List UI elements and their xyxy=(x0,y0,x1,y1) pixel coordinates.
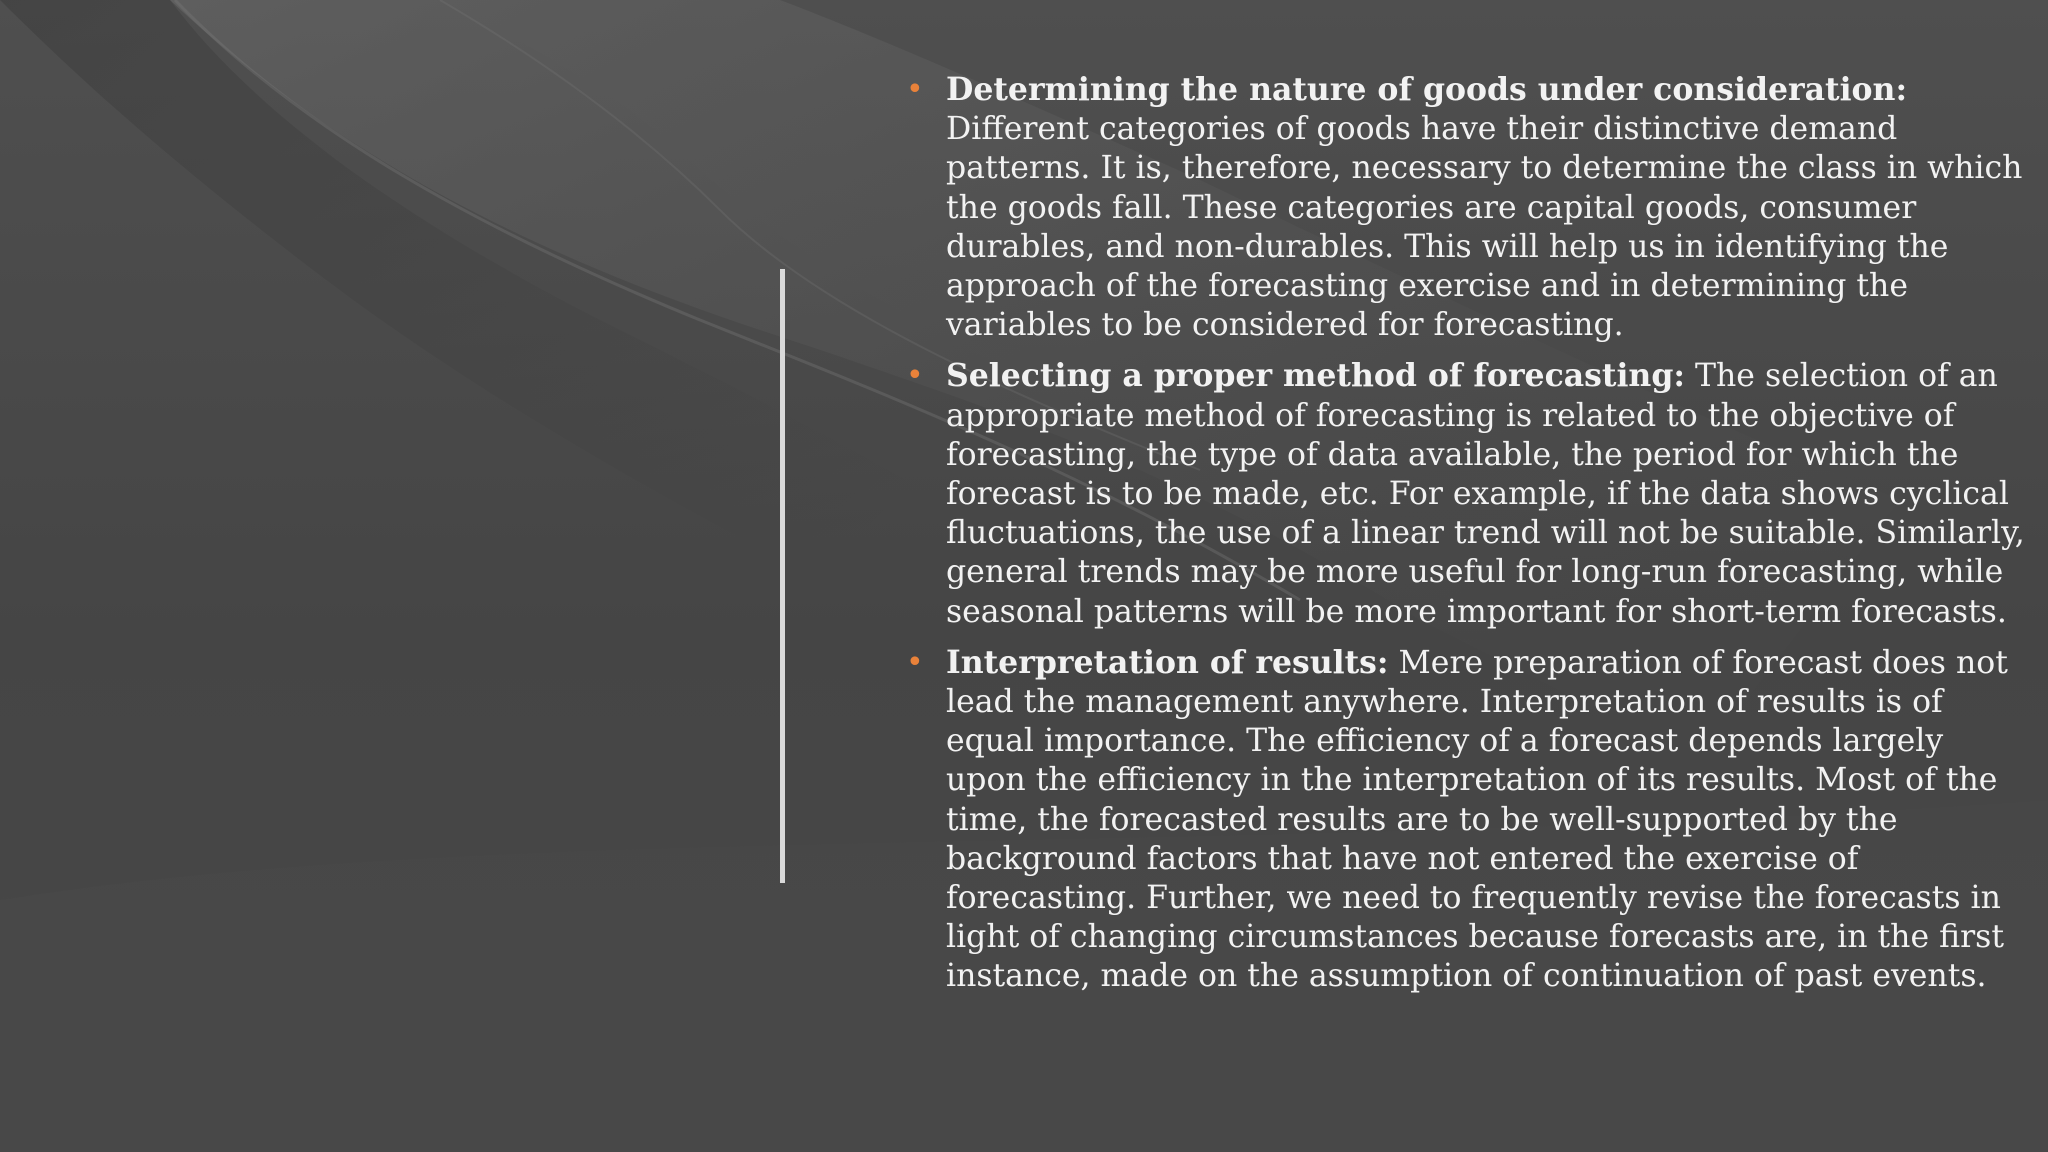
list-item xyxy=(906,643,2026,997)
bullet-dot-icon: • xyxy=(906,358,924,394)
content-area xyxy=(906,70,2026,1008)
bullet-dot-icon: • xyxy=(906,72,924,107)
bullet-term: Interpretation of results: xyxy=(946,643,1389,681)
bullet-dot-icon: • xyxy=(906,644,924,680)
vertical-divider xyxy=(780,269,785,883)
bullet-text: Different categories of goods have their distinctive demand patterns. It is, therefore, necessary to determine the class in which the goods fall. These categories are capital goods, consumer durables, and non-durables. This will help us in identifying the approach of the forecasting exercise and in determining the variables to be considered for forecasting. xyxy=(946,111,2023,344)
list-item xyxy=(906,356,2026,631)
bullet-list xyxy=(906,70,2026,997)
bullet-text: The selection of an appropriate method of forecasting is related to the objective of forecasting, the type of data available, the period for which the forecast is to be made, etc. For example, if the data shows cyclical fluctuations, the use of a linear trend will not be suitable. Similarly, general trends may be more useful for long-run forecasting, while seasonal patterns will be more important for short-term forecasts. xyxy=(946,358,2025,630)
list-item xyxy=(906,70,2026,345)
bullet-term: Selecting a proper method of forecasting: xyxy=(946,357,1685,395)
bullet-term: Determining the nature of goods under consideration: xyxy=(946,71,1908,108)
bullet-text: Mere preparation of forecast does not lead the management anywhere. Interpretation of results is of equal importance. The efficiency of a forecast depends largely upon the efficiency in the interpretation of its results. Most of the time, the forecasted results are to be well-supported by the background factors that have not entered the exercise of forecasting. Further, we need to frequently revise the forecasts in light of changing circumstances because forecasts are, in the first instance, made on the assumption of continuation of past events. xyxy=(946,644,2008,995)
